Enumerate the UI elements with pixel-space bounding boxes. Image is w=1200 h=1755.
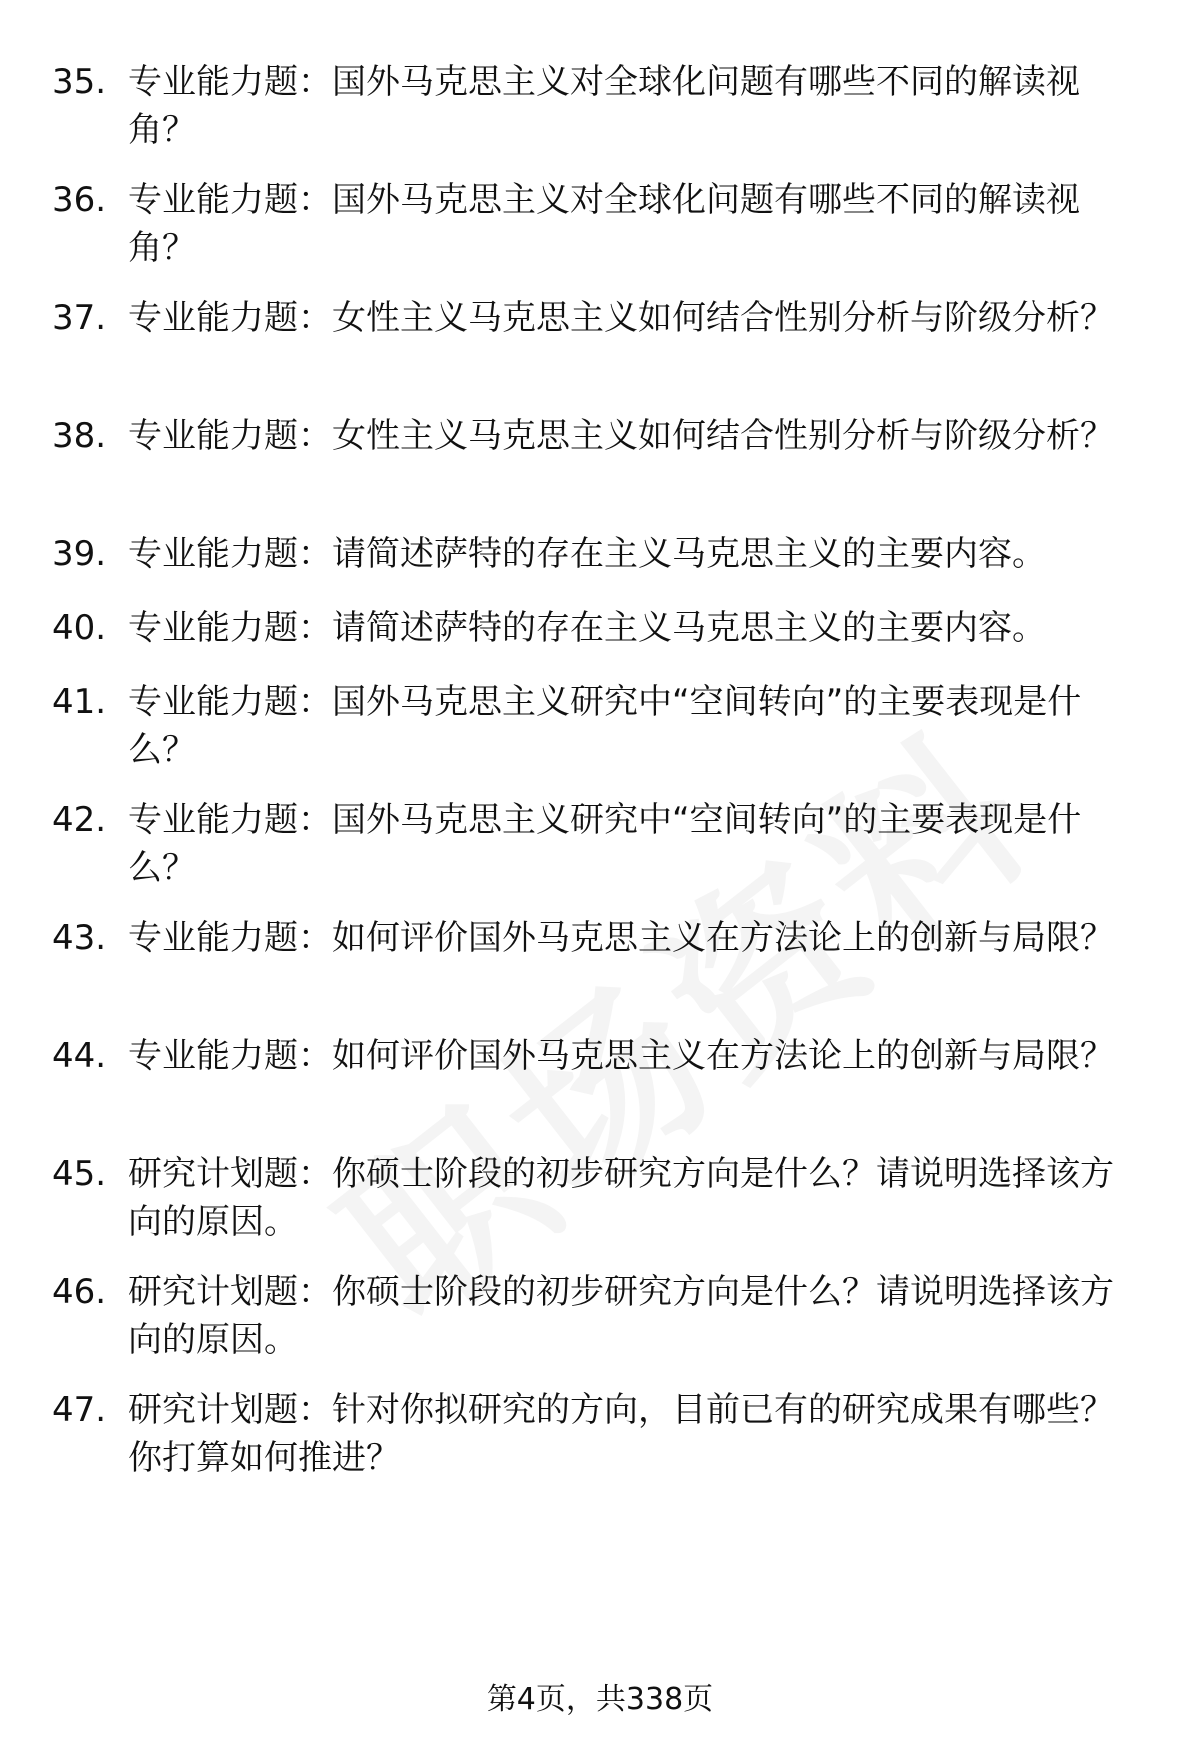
question-text — [128, 1032, 1138, 1080]
question-text — [128, 678, 1138, 774]
question-text — [128, 412, 1138, 460]
question-text — [128, 1268, 1138, 1364]
question-body: 你硕士阶段的初步研究方向是什么？请说明选择该方向的原因。 — [128, 1154, 1114, 1242]
question-category: 专业能力题： — [128, 1036, 332, 1076]
question-text — [128, 1150, 1138, 1246]
question-number: 41. — [52, 682, 107, 722]
question-number: 46. — [52, 1272, 107, 1312]
question-text — [128, 914, 1138, 962]
question-number: 35. — [52, 62, 107, 102]
question-number: 39. — [52, 534, 107, 574]
question-body: 请简述萨特的存在主义马克思主义的主要内容。 — [332, 534, 1046, 574]
question-text — [128, 294, 1138, 342]
question-number: 37. — [52, 298, 107, 338]
question-number: 38. — [52, 416, 107, 456]
question-category: 专业能力题： — [128, 682, 332, 722]
question-body: 国外马克思主义研究中“空间转向”的主要表现是什么？ — [128, 800, 1082, 888]
question-category: 专业能力题： — [128, 180, 332, 220]
question-body: 你硕士阶段的初步研究方向是什么？请说明选择该方向的原因。 — [128, 1272, 1114, 1360]
question-category: 专业能力题： — [128, 918, 332, 958]
question-text — [128, 796, 1138, 892]
question-body: 请简述萨特的存在主义马克思主义的主要内容。 — [332, 608, 1046, 648]
question-category: 研究计划题： — [128, 1272, 332, 1312]
question-category: 专业能力题： — [128, 62, 332, 102]
question-category: 专业能力题： — [128, 608, 332, 648]
question-text — [128, 176, 1138, 272]
question-number: 42. — [52, 800, 107, 840]
question-body: 如何评价国外马克思主义在方法论上的创新与局限？ — [332, 918, 1114, 958]
question-body: 国外马克思主义对全球化问题有哪些不同的解读视角？ — [128, 62, 1080, 150]
question-category: 专业能力题： — [128, 534, 332, 574]
question-body: 女性主义马克思主义如何结合性别分析与阶级分析？ — [332, 298, 1114, 338]
question-body: 国外马克思主义对全球化问题有哪些不同的解读视角？ — [128, 180, 1080, 268]
page-indicator: 第4页，共338页 — [486, 1682, 714, 1717]
question-text — [128, 58, 1138, 154]
question-category: 专业能力题： — [128, 800, 332, 840]
question-body: 国外马克思主义研究中“空间转向”的主要表现是什么？ — [128, 682, 1082, 770]
question-number: 43. — [52, 918, 107, 958]
question-number: 45. — [52, 1154, 107, 1194]
question-category: 专业能力题： — [128, 416, 332, 456]
question-category: 研究计划题： — [128, 1390, 332, 1430]
question-body: 如何评价国外马克思主义在方法论上的创新与局限？ — [332, 1036, 1114, 1076]
question-text — [128, 530, 1138, 578]
question-number: 44. — [52, 1036, 107, 1076]
question-category: 专业能力题： — [128, 298, 332, 338]
question-text — [128, 604, 1138, 652]
question-category: 研究计划题： — [128, 1154, 332, 1194]
question-body: 针对你拟研究的方向，目前已有的研究成果有哪些？你打算如何推进？ — [128, 1390, 1114, 1478]
question-text — [128, 1386, 1138, 1482]
question-number: 36. — [52, 180, 107, 220]
question-body: 女性主义马克思主义如何结合性别分析与阶级分析？ — [332, 416, 1114, 456]
question-number: 40. — [52, 608, 107, 648]
question-number: 47. — [52, 1390, 107, 1430]
